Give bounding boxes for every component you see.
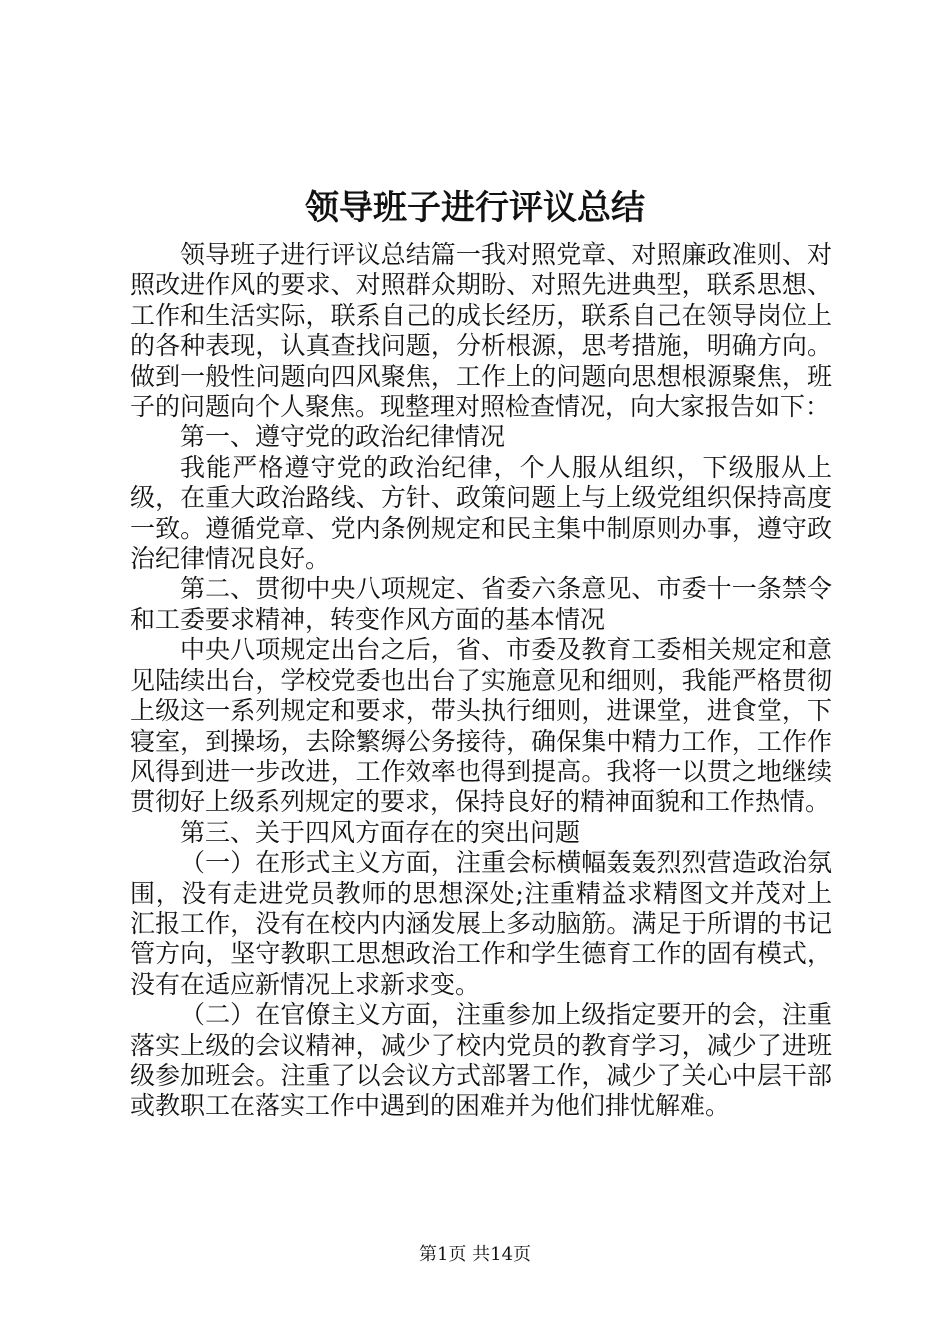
- page-footer: [0, 1243, 950, 1267]
- paragraph-bureaucratism: （二）在官僚主义方面，注重参加上级指定要开的会，注重落实上级的会议精神，减少了校内党员的教育学习，减少了进班级参加班会。注重了以会议方式部署工作，减少了关心中层干部或教职工在落实工作中遇到的困难并为他们排忧解难。: [130, 1000, 832, 1121]
- page-total: 共14页: [472, 1244, 532, 1265]
- paragraph-section-2: 中央八项规定出台之后，省、市委及教育工委相关规定和意见陆续出台，学校党委也出台了实施意见和细则，我能严格贯彻上级这一系列规定和要求，带头执行细则，进课堂，进食堂，下寝室，到操场，去除繁缛公务接待，确保集中精力工作，工作作风得到进一步改进，工作效率也得到提高。我将一以贯之地继续贯彻好上级系列规定的要求，保持良好的精神面貌和工作热情。: [130, 635, 832, 817]
- paragraph-formalism: （一）在形式主义方面，注重会标横幅轰轰烈烈营造政治氛围，没有走进党员教师的思想深处;注重精益求精图文并茂对上汇报工作，没有在校内内涵发展上多动脑筋。满足于所谓的书记管方向，坚守教职工思想政治工作和学生德育工作的固有模式，没有在适应新情况上求新求变。: [130, 848, 832, 999]
- page-number: 第1页: [418, 1244, 467, 1265]
- section-heading-2: 第二、贯彻中央八项规定、省委六条意见、市委十一条禁令和工委要求精神，转变作风方面的基本情况: [130, 574, 832, 634]
- document-title: 领导班子进行评议总结: [305, 188, 645, 228]
- paragraph-intro: 领导班子进行评议总结篇一我对照党章、对照廉政准则、对照改进作风的要求、对照群众期盼、对照先进典型，联系思想、工作和生活实际，联系自己的成长经历，联系自己在领导岗位上的各种表现，认真查找问题，分析根源，思考措施，明确方向。做到一般性问题向四风聚焦，工作上的问题向思想根源聚焦，班子的问题向个人聚焦。现整理对照检查情况，向大家报告如下：: [130, 240, 832, 422]
- section-heading-3: 第三、关于四风方面存在的突出问题: [180, 817, 581, 847]
- paragraph-section-1: 我能严格遵守党的政治纪律，个人服从组织，下级服从上级，在重大政治路线、方针、政策问题上与上级党组织保持高度一致。遵循党章、党内条例规定和民主集中制原则办事，遵守政治纪律情况良好。: [130, 452, 832, 574]
- document-body: [130, 240, 832, 1122]
- section-heading-1: 第一、遵守党的政治纪律情况: [180, 422, 506, 452]
